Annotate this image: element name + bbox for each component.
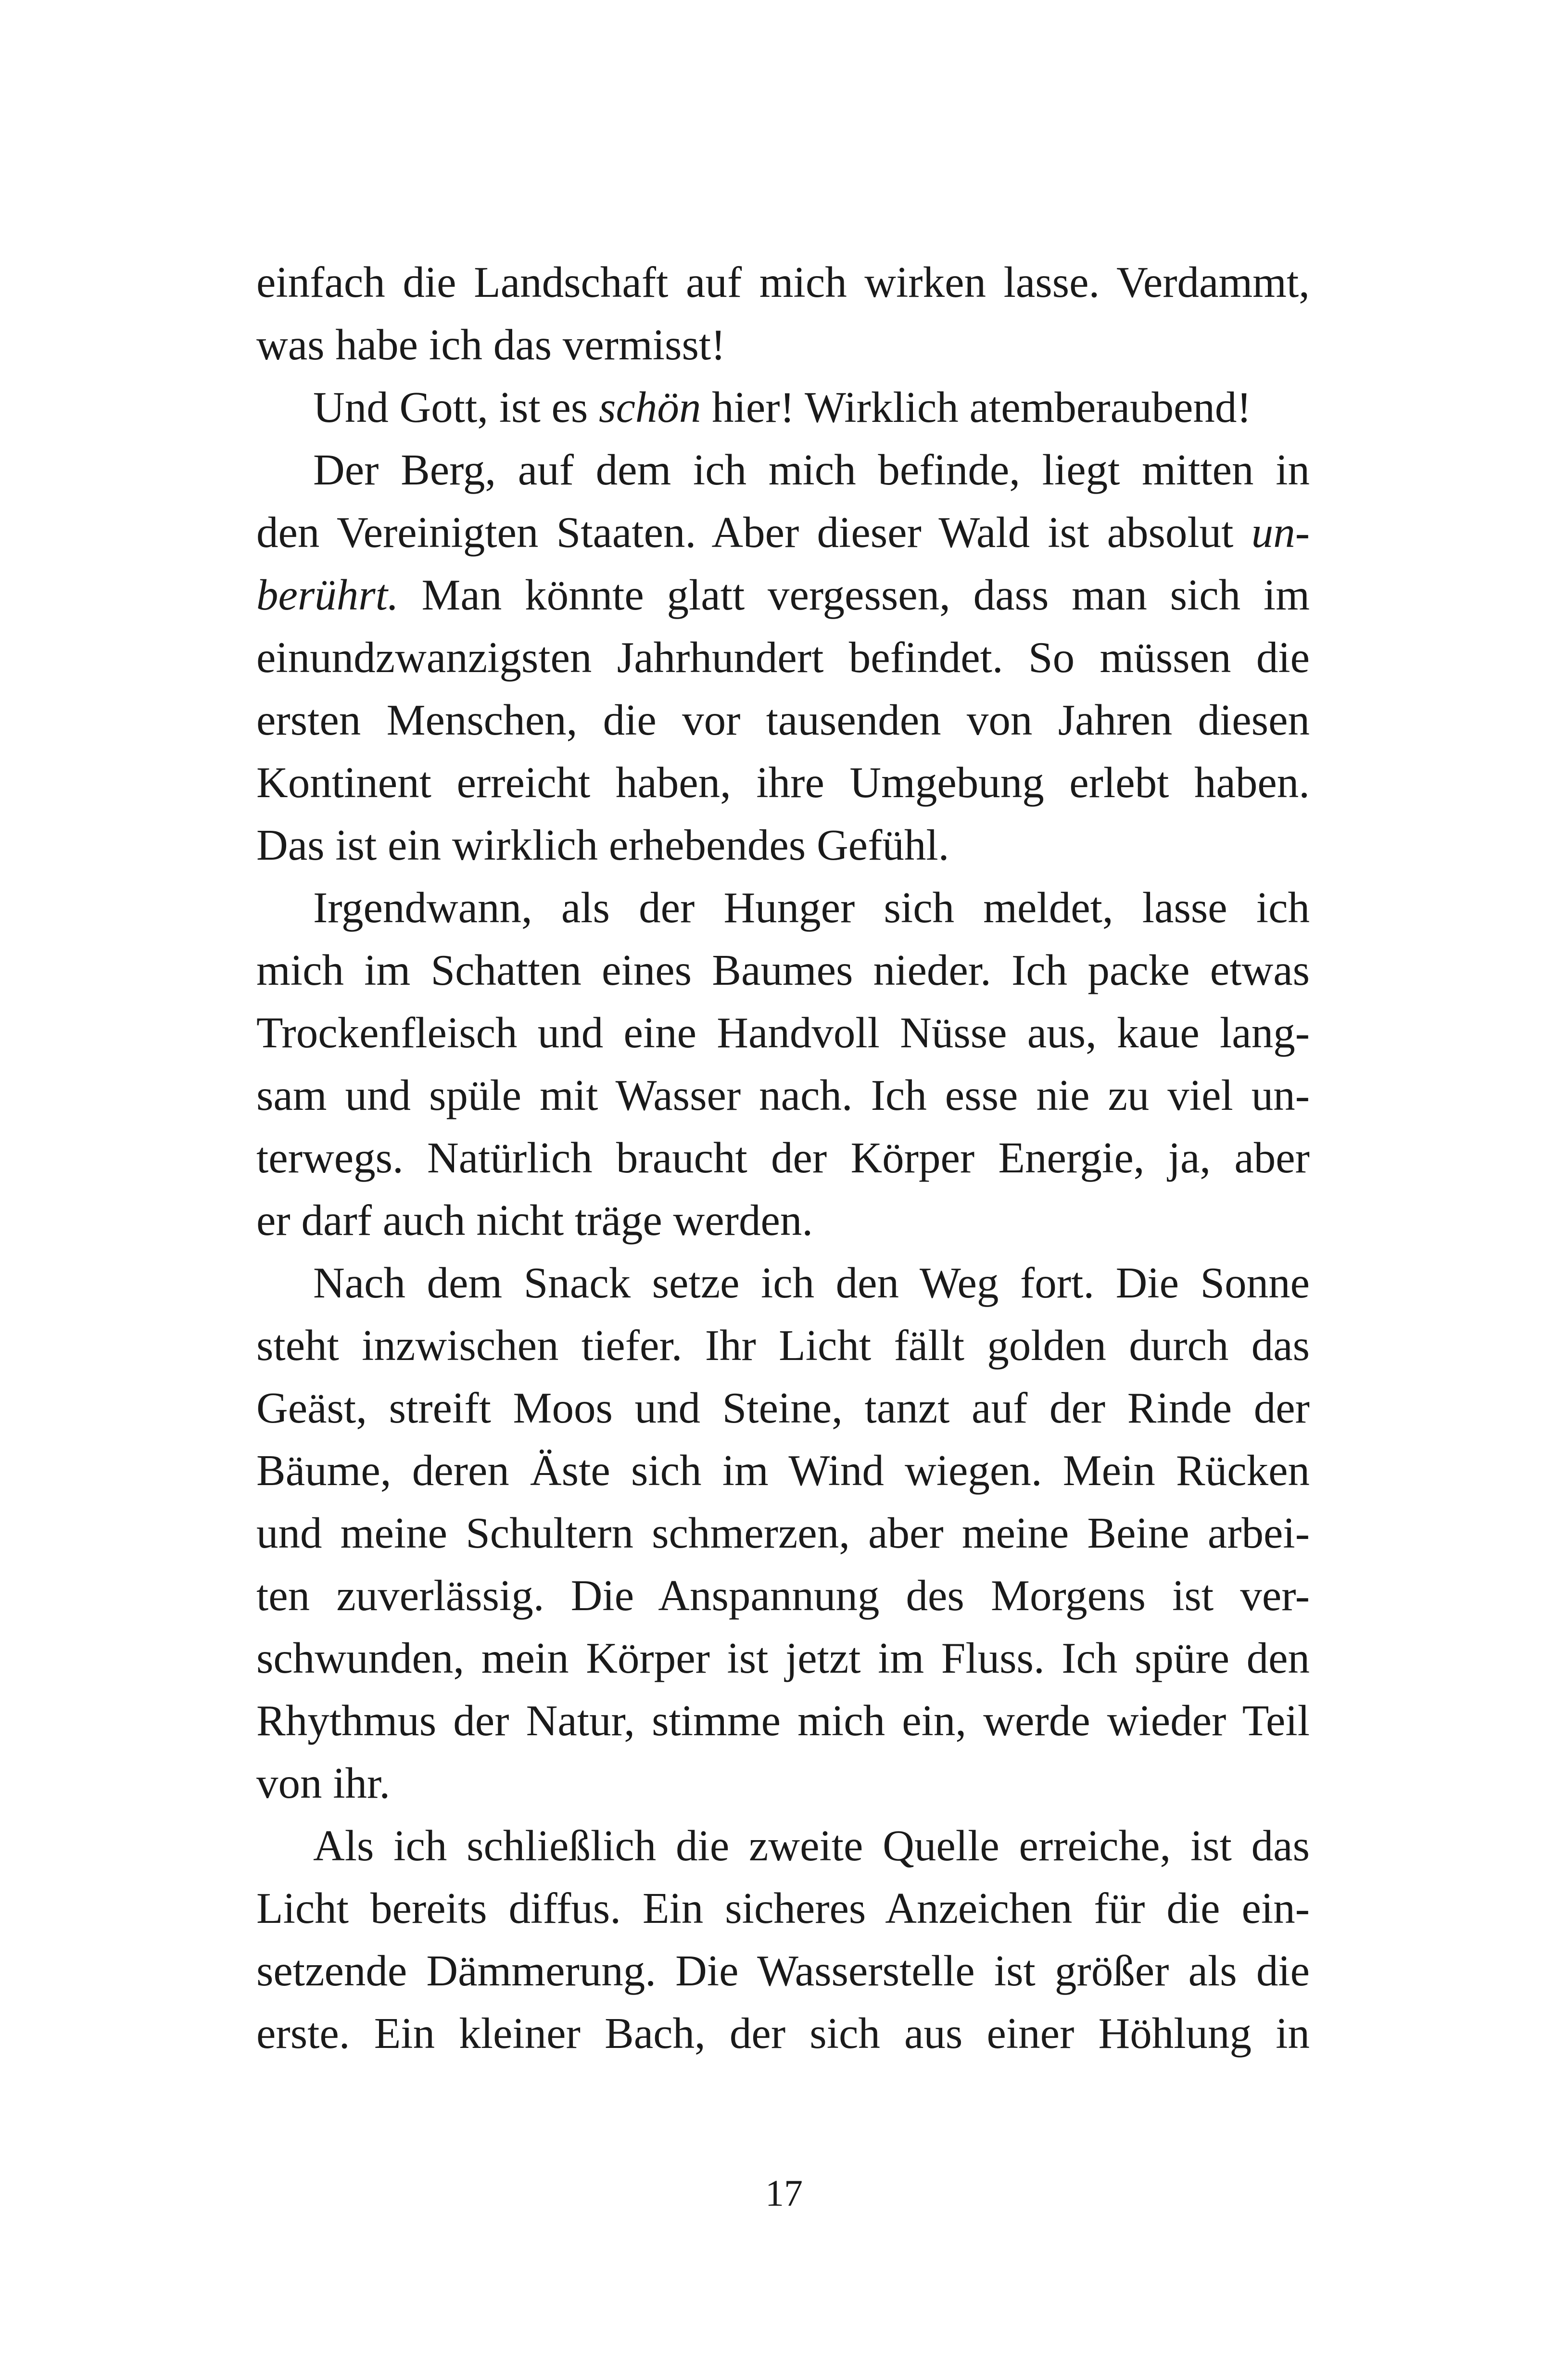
text-segment: Man könnte glatt vergessen, dass man sich im <box>421 571 1310 619</box>
body-text <box>256 251 1310 2065</box>
text-line: einfach die Landschaft auf mich wirken lasse. Verdammt, <box>256 258 1310 306</box>
text-line: terwegs. Natürlich braucht der Körper Energie, ja, aber <box>256 1133 1310 1182</box>
text-line: von ihr. <box>256 1759 391 1807</box>
text-line: Bäume, deren Äste sich im Wind wiegen. Mein Rücken <box>256 1446 1310 1495</box>
text-line: Das ist ein wirklich erhebendes Gefühl. <box>256 821 949 869</box>
text-line: sam und spüle mit Wasser nach. Ich esse nie zu viel un- <box>256 1071 1310 1119</box>
text-line: Rhythmus der Natur, stimme mich ein, werde wieder Teil <box>256 1696 1310 1745</box>
text-line: Nach dem Snack setze ich den Weg fort. Die Sonne <box>313 1258 1310 1307</box>
text-line: steht inzwischen tiefer. Ihr Licht fällt golden durch das <box>256 1321 1310 1370</box>
text-segment: Und Gott, ist es <box>313 383 588 432</box>
text-line <box>256 564 1310 626</box>
text-segment: hier! Wirklich atemberaubend! <box>712 383 1252 432</box>
page-number: 17 <box>765 2172 803 2214</box>
text-line: setzende Dämmerung. Die Wasserstelle ist größer als die <box>256 1946 1310 1995</box>
text-line: Irgendwann, als der Hunger sich meldet, lasse ich <box>313 883 1310 932</box>
text-line: er darf auch nicht träge werden. <box>256 1196 813 1245</box>
text-segment: den Vereinigten Staaten. Aber dieser Wald ist absolut <box>256 508 1234 557</box>
text-line: schwunden, mein Körper ist jetzt im Fluss. Ich spüre den <box>256 1634 1310 1682</box>
text-line: Licht bereits diffus. Ein sicheres Anzeichen für die ein- <box>256 1884 1310 1932</box>
text-line: mich im Schatten eines Baumes nieder. Ich packe etwas <box>256 946 1310 994</box>
text-line: und meine Schultern schmerzen, aber meine Beine arbei- <box>256 1509 1310 1557</box>
text-line: Kontinent erreicht haben, ihre Umgebung erlebt haben. <box>256 758 1310 807</box>
text-line: erste. Ein kleiner Bach, der sich aus einer Höhlung in <box>256 2009 1310 2058</box>
text-line <box>256 376 1310 439</box>
emphasis-text: un- <box>1251 508 1310 557</box>
emphasis-text: berührt. <box>256 571 399 619</box>
text-line: einundzwanzigsten Jahrhundert befindet. So müssen die <box>256 633 1310 682</box>
text-line: ten zuverlässig. Die Anspannung des Morgens ist ver- <box>256 1571 1310 1620</box>
text-line: ersten Menschen, die vor tausenden von Jahren diesen <box>256 696 1310 744</box>
text-line: was habe ich das vermisst! <box>256 320 726 369</box>
text-line: Geäst, streift Moos und Steine, tanzt auf der Rinde der <box>256 1384 1310 1432</box>
text-line <box>256 501 1310 564</box>
emphasis-text: schön <box>599 383 701 432</box>
text-line: Der Berg, auf dem ich mich befinde, liegt mitten in <box>313 445 1310 494</box>
text-line: Trockenfleisch und eine Handvoll Nüsse aus, kaue lang- <box>256 1008 1310 1057</box>
text-line: Als ich schließlich die zweite Quelle erreiche, ist das <box>313 1821 1310 1870</box>
